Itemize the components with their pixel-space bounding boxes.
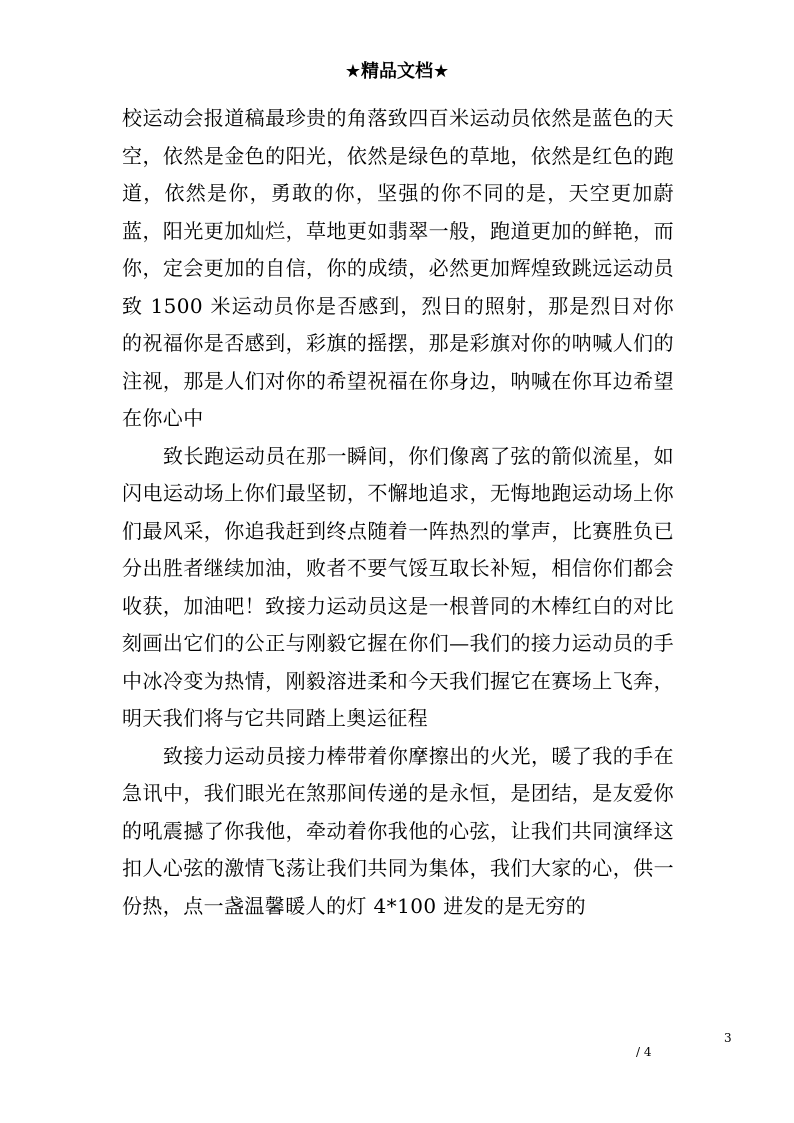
paragraph-3: 致接力运动员接力棒带着你摩擦出的火光，暖了我的手在急讯中，我们眼光在煞那间传递的是永恒，是团结，是友爱你的吼震撼了你我他，牵动着你我他的心弦，让我们共同演绎这扣人心弦的激情飞荡让我们共同为集体，我们大家的心，供一份热，点一盏温馨暖人的灯 4*100 进发的是无穷的 <box>122 743 674 918</box>
paragraph-1: 校运动会报道稿最珍贵的角落致四百米运动员依然是蓝色的天空，依然是金色的阳光，依然是绿色的草地，依然是红色的跑道，依然是你，勇敢的你，坚强的你不同的是，天空更加蔚蓝，阳光更加灿烂，草地更如翡翠一般，跑道更加的鲜艳，而你，定会更加的自信，你的成绩，必然更加辉煌致跳远运动员致 1500 米运动员你是否感到，烈日的照射，那是烈日对你的祝福你是否感到，彩旗的摇摆，那是彩旗对你的呐喊人们的注视，那是人们对你的希望祝福在你身边，呐喊在你耳边希望在你心中 <box>122 106 674 430</box>
document-body <box>122 100 674 925</box>
page-total: / 4 <box>636 1045 652 1059</box>
page-number: 3 <box>724 1031 732 1045</box>
page-header: ★精品文档★ <box>344 61 450 82</box>
paragraph-2: 致长跑运动员在那一瞬间，你们像离了弦的箭似流星，如闪电运动场上你们最坚韧，不懈地追求，无悔地跑运动场上你们最风采，你追我赶到终点随着一阵热烈的掌声，比赛胜负已分出胜者继续加油，败者不要气馁互取长补短，相信你们都会收获，加油吧！致接力运动员这是一根普同的木棒红白的对比刻画出它们的公正与刚毅它握在你们—我们的接力运动员的手中冰冷变为热情，刚毅溶进柔和今天我们握它在赛场上飞奔，明天我们将与它共同踏上奥运征程 <box>122 443 674 730</box>
